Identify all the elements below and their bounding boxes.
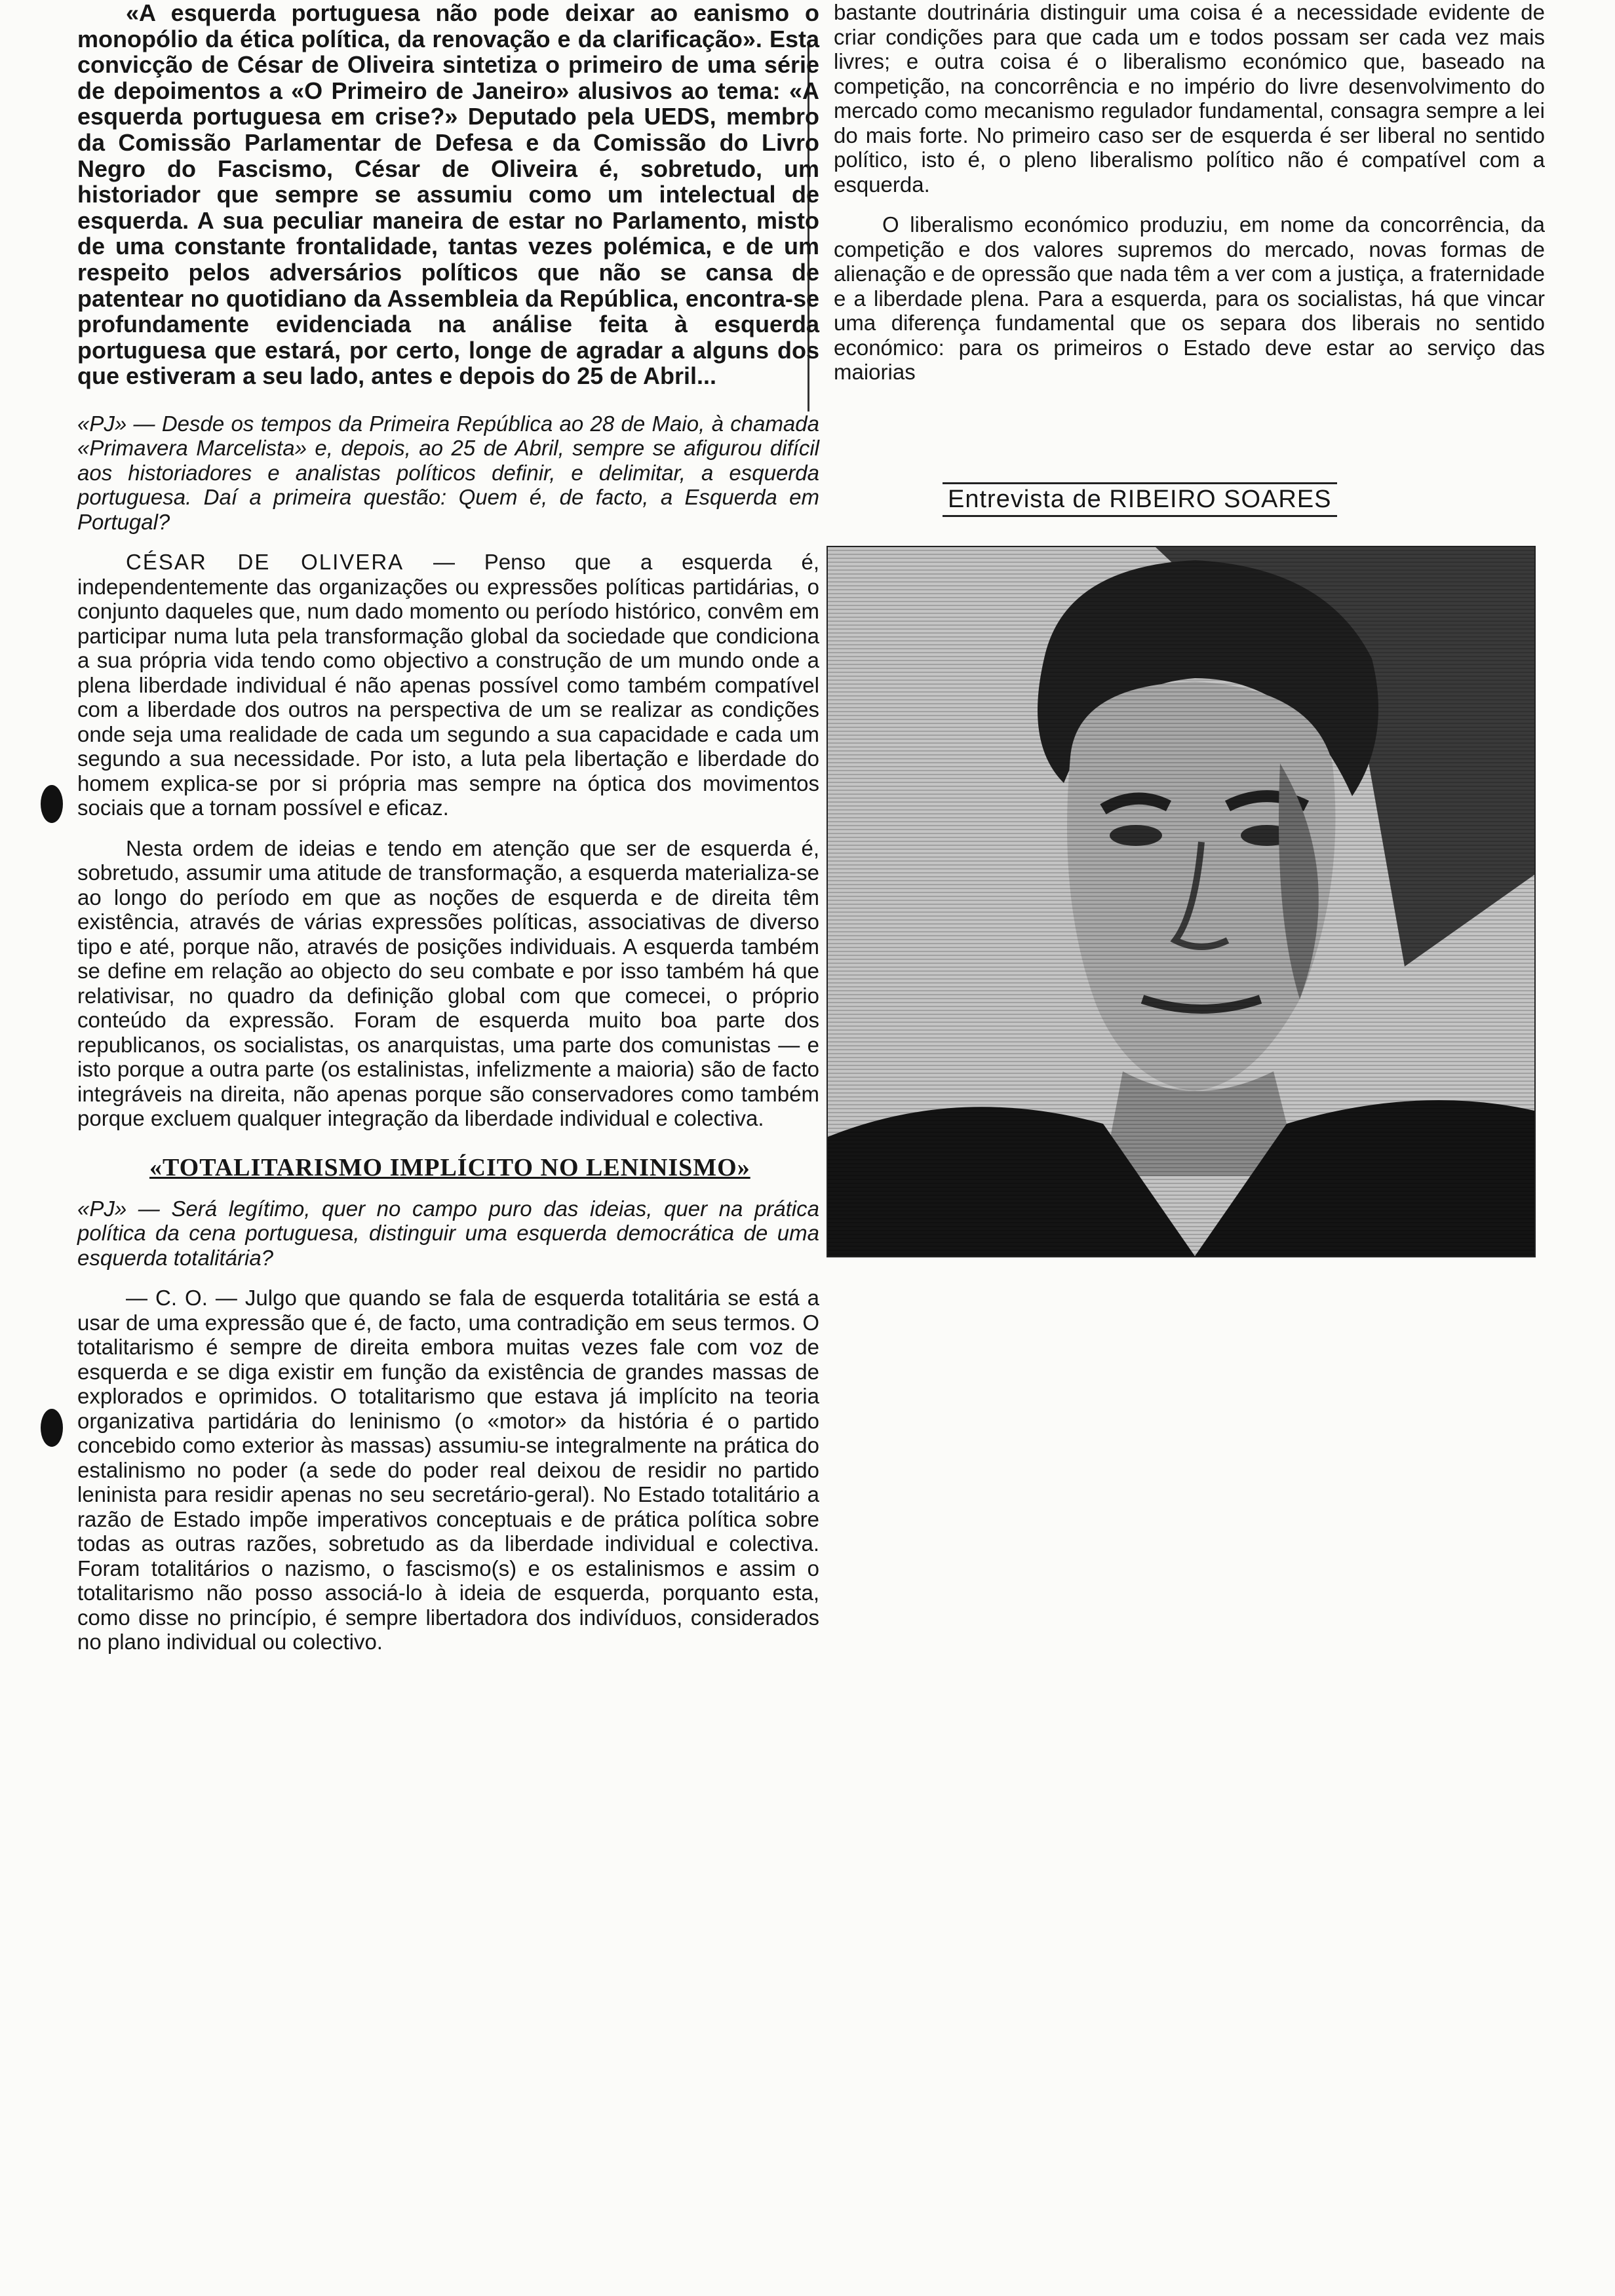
answer-2 xyxy=(77,1286,819,1655)
interview-credit: Entrevista de RIBEIRO SOARES xyxy=(943,482,1337,517)
punch-hole xyxy=(41,1409,63,1447)
section-subheading: «TOTALITARISMO IMPLÍCITO NO LENINISMO» xyxy=(149,1153,750,1181)
left-column xyxy=(77,0,819,1655)
answer-1-text: — Penso que a esquerda é, independentemente das organizações ou expressões políticas partidárias, o conjunto daqueles que, num dado momento ou período histórico, convêm em participar numa luta pela transformação global da sociedade que condiciona a sua própria vida tendo como objectivo a construção de um mundo onde a plena liberdade individual é não apenas possível como também compatível com a liberdade dos outros na perspectiva de um se realizar as condições onde seja uma realidade de cada um segundo a sua capacidade e cada um segundo a sua necessidade. Por isto, a luta pela libertação e liberdade do homem explica-se por si própria mas sempre na óptica dos movimentos sociais que a tornam possível e eficaz. xyxy=(77,550,819,820)
lead-text: «A esquerda portuguesa não pode deixar ao eanismo o monopólio da ética política, da renovação e da clarificação». Esta convicção de César de Oliveira sintetiza o primeiro de uma série de depoimentos a «O Primeiro de Janeiro» alusivos ao tema: «A esquerda portuguesa em crise?» Deputado pela UEDS, membro da Comissão Parlamentar de Defesa e da Comissão do Livro Negro do Fascismo, César de Oliveira é, sobretudo, um historiador que sempre se assumiu como um intelectual de esquerda. A sua peculiar maneira de estar no Parlamento, misto de uma constante frontalidade, tantas vezes polémica, e de um respeito pelos adversários políticos que não se cansa de patentear no quotidiano da Assembleia da República, encontra-se profundamente evidenciada na análise feita à esquerda portuguesa que estará, por certo, longe de agradar a alguns dos que estiveram a seu lado, antes e depois do 25 de Abril... xyxy=(77,0,819,390)
portrait-photo xyxy=(827,546,1536,1257)
answer-1 xyxy=(77,550,819,820)
answer-1-continued xyxy=(77,836,819,1131)
answer-1-continued-text: Nesta ordem de ideias e tendo em atenção que ser de esquerda é, sobretudo, assumir uma atitude de transformação, a esquerda materializa-se ao longo do período em que as noções de esquerda e de direita têm existência, através de várias expressões políticas, associativas de diverso tipo e até, porque não, através de posições individuais. A esquerda também se define em relação ao objecto do seu combate e por isso também há que relativisar, no quadro da definição global com que comecei, o próprio conteúdo da expressão. Foram de esquerda muito boa parte dos republicanos, os socialistas, os anarquistas, uma parte dos comunistas — e isto porque a outra parte (os estalinistas, infelizmente a maioria) são de facto integráveis na direita, não apenas porque são conservadores como também porque excluem qualquer integração da liberdade individual e colectiva. xyxy=(77,835,819,1131)
speaker-name: CÉSAR DE OLIVERA xyxy=(126,550,404,575)
right-paragraph-1: bastante doutrinária distinguir uma coisa é a necessidade evidente de criar condições para que cada um e todos possam ser cada vez mais livres; e outra coisa é o liberalismo económico que, baseado na competição, na concorrência e no império do livre desenvolvimento do mercado como mecanismo regulador fundamental, consagra sempre a lei do mais forte. No primeiro caso ser de esquerda é ser liberal no sentido político, isto é, o pleno liberalismo político não é compatível com a esquerda. xyxy=(834,0,1545,197)
answer-2-text: — C. O. — Julgo que quando se fala de esquerda totalitária se está a usar de uma expressão que é, de facto, uma contradição em seus termos. O totalitarismo é sempre de direita embora muitas vezes fale com voz de esquerda e se diga existir em função da existência de grandes massas de explorados e oprimidos. O totalitarismo que estava já implícito na teoria organizativa partidária do leninismo (o «motor» da história é o partido concebido como exterior às massas) assumiu-se integralmente na prática do estalinismo no poder (a sede do poder real deixou de residir no partido leninista para residir apenas no seu secretário-geral). No Estado totalitário a razão de Estado impõe imperativos conceptuais e de prática política sobre todas as outras razões, sobretudo as da liberdade individual e colectiva. Foram totalitários o nazismo, o fascismo(s) e os estalinismos e assim o totalitarismo não posso associá-lo à ideia de esquerda, porquanto esta, como disse no princípio, é sempre libertadora dos indivíduos, considerados no plano individual ou colectivo. xyxy=(77,1286,819,1655)
right-paragraph-2 xyxy=(834,212,1545,385)
question-1: «PJ» — Desde os tempos da Primeira República ao 28 de Maio, à chamada «Primavera Marcelista» e, depois, ao 25 de Abril, sempre se afigurou difícil aos historiadores e analistas políticos definir, e delimitar, a esquerda portuguesa. Daí a primeira questão: Quem é, de facto, a Esquerda em Portugal? xyxy=(77,411,819,534)
question-2: «PJ» — Será legítimo, quer no campo puro das ideias, quer na prática política da cena portuguesa, distinguir uma esquerda democrática de uma esquerda totalitária? xyxy=(77,1196,819,1270)
punch-hole xyxy=(41,785,63,823)
right-column xyxy=(834,0,1545,385)
right-paragraph-2-text: O liberalismo económico produziu, em nome da concorrência, da competição e dos valores supremos do mercado, novas formas de alienação e de opressão que nada têm a ver com a justiça, a fraternidade e a liberdade plena. Para a esquerda, para os socialistas, há que vincar uma diferença fundamental que os separa dos liberais no sentido económico: para os primeiros o Estado deve estar ao serviço das maiorias xyxy=(834,212,1545,384)
portrait-image xyxy=(828,547,1534,1256)
lead-paragraph xyxy=(77,0,819,389)
